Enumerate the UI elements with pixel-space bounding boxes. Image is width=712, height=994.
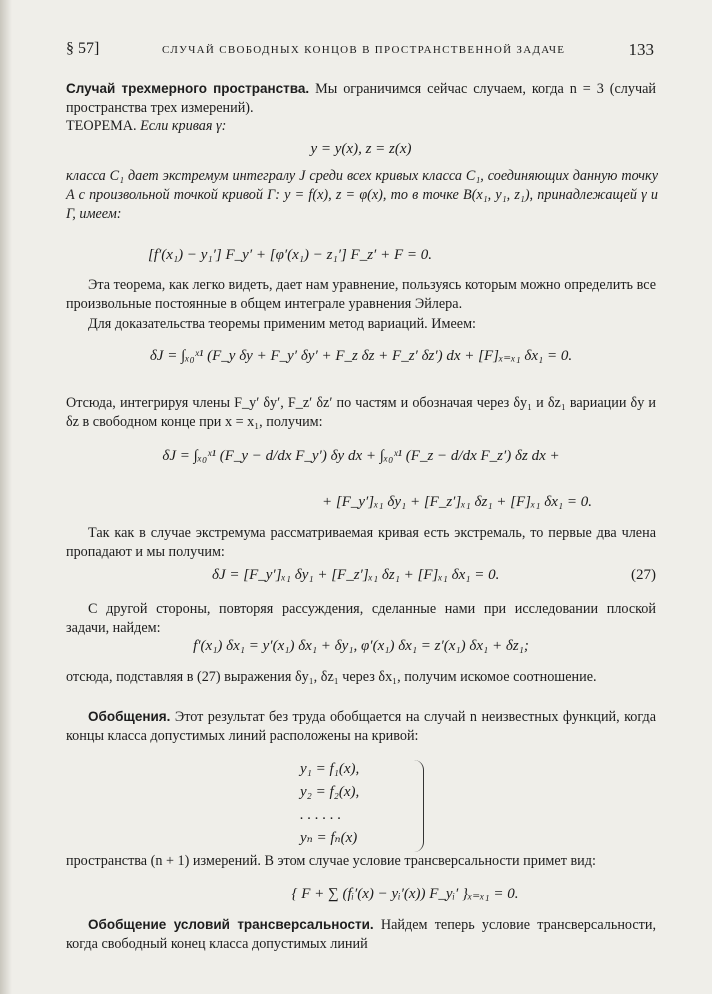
paragraph-n-dim: пространства (n + 1) измерений. В этом случае условие трансверсальности примет вид: xyxy=(66,853,596,869)
paragraph-substitute: отсюда, подставляя в (27) выражения δy₁, δz₁ через δx₁, получим искомое соотношение. xyxy=(66,669,597,685)
system-line: . . . . . . xyxy=(300,807,342,823)
theorem-body: класса C₁ дает экстремум интегралу J среди всех кривых класса C₁, соединяющих данную точку A с произвольной точкой кривой Γ: y = f(x), z = φ(x), то в точке B(x₁, y₁, z₁), принадлежащей γ и Γ, имеем: xyxy=(66,168,658,222)
paragraph-text: Этот результат без труда обобщается на случай n неизвестных функций, когда концы класса допустимых линий расположены на кривой: xyxy=(66,709,656,744)
paragraph-text: Мы ограничимся сейчас случаем, когда n = 3 (случай пространства трех измерений). xyxy=(66,81,656,116)
paragraph-text: Найдем теперь условие трансверсальности, когда свободный конец класса допустимых линий xyxy=(66,917,656,952)
heading-3d-case: Случай трехмерного пространства. xyxy=(66,81,310,96)
theorem-label: ТЕОРЕМА. xyxy=(66,118,137,134)
equation-variation-boundary: + [F_y′]ₓ₁ δy₁ + [F_z′]ₓ₁ δz₁ + [F]ₓ₁ δx₁ = 0. xyxy=(322,494,592,510)
equation-number-27: (27) xyxy=(631,567,656,583)
page-gutter-shadow xyxy=(0,0,12,994)
equation-27: δJ = [F_y′]ₓ₁ δy₁ + [F_z′]ₓ₁ δz₁ + [F]ₓ₁ δx₁ = 0. xyxy=(212,567,500,583)
page-number: 133 xyxy=(628,40,654,59)
paragraph-integrate: Отсюда, интегрируя члены F_y′ δy′, F_z′ δz′ по частям и обозначая через δy₁ и δz₁ вариации δy и δz в свободном конце при x = x₁, получим: xyxy=(66,395,656,430)
equation-curve: y = y(x), z = z(x) xyxy=(310,141,412,157)
theorem-intro xyxy=(66,117,656,136)
right-brace xyxy=(413,760,424,852)
paragraph-remark: Эта теорема, как легко видеть, дает нам уравнение, пользуясь которым можно определить все произвольные постоянные в общем интеграле уравнения Эйлера. xyxy=(66,277,656,312)
section-number: § 57] xyxy=(66,40,100,57)
equation-variation: δJ = ∫ₓ₀ˣ¹ (F_y δy + F_y′ δy′ + F_z δz + F_z′ δz′) dx + [F]ₓ₌ₓ₁ δx₁ = 0. xyxy=(149,348,573,364)
system-line: y₂ = f₂(x), xyxy=(300,784,360,800)
paragraph-other-side: С другой стороны, повторяя рассуждения, сделанные нами при исследовании плоской задачи, найдем: xyxy=(66,601,656,636)
paragraph-generalizations xyxy=(66,707,656,746)
equation-plane-relations: f′(x₁) δx₁ = y′(x₁) δx₁ + δy₁, φ′(x₁) δx₁ = z′(x₁) δx₁ + δz₁; xyxy=(193,638,529,654)
paragraph-3d-case xyxy=(66,79,656,118)
heading-general-conditions: Обобщение условий трансверсальности. xyxy=(88,917,374,932)
equation-variation-expanded: δJ = ∫ₓ₀ˣ¹ (F_y − d/dx F_y′) δy dx + ∫ₓ₀ˣ¹ (F_z − d/dx F_z′) δz dx + xyxy=(162,448,560,464)
paragraph-proof-intro: Для доказательства теоремы применим метод вариаций. Имеем: xyxy=(88,316,476,332)
equation-transversality: [f′(x₁) − y₁′] F_y′ + [φ′(x₁) − z₁′] F_z′ + F = 0. xyxy=(148,247,432,263)
system-line: yₙ = fₙ(x) xyxy=(300,830,358,846)
running-title: СЛУЧАЙ СВОБОДНЫХ КОНЦОВ В ПРОСТРАНСТВЕННОЙ ЗАДАЧЕ xyxy=(162,44,566,56)
theorem-intro-text: Если кривая γ: xyxy=(136,118,227,134)
running-header xyxy=(66,40,654,64)
system-line: y₁ = f₁(x), xyxy=(300,761,360,777)
equation-general-transversality: { F + ∑ (fᵢ′(x) − yᵢ′(x)) F_yᵢ′ }ₓ₌ₓ₁ = 0. xyxy=(291,886,519,902)
paragraph-extremal: Так как в случае экстремума рассматриваемая кривая есть экстремаль, то первые два члена пропадают и мы получим: xyxy=(66,525,656,560)
heading-generalizations: Обобщения. xyxy=(88,709,171,724)
curve-system xyxy=(300,758,359,850)
paragraph-general-conditions xyxy=(66,915,656,954)
